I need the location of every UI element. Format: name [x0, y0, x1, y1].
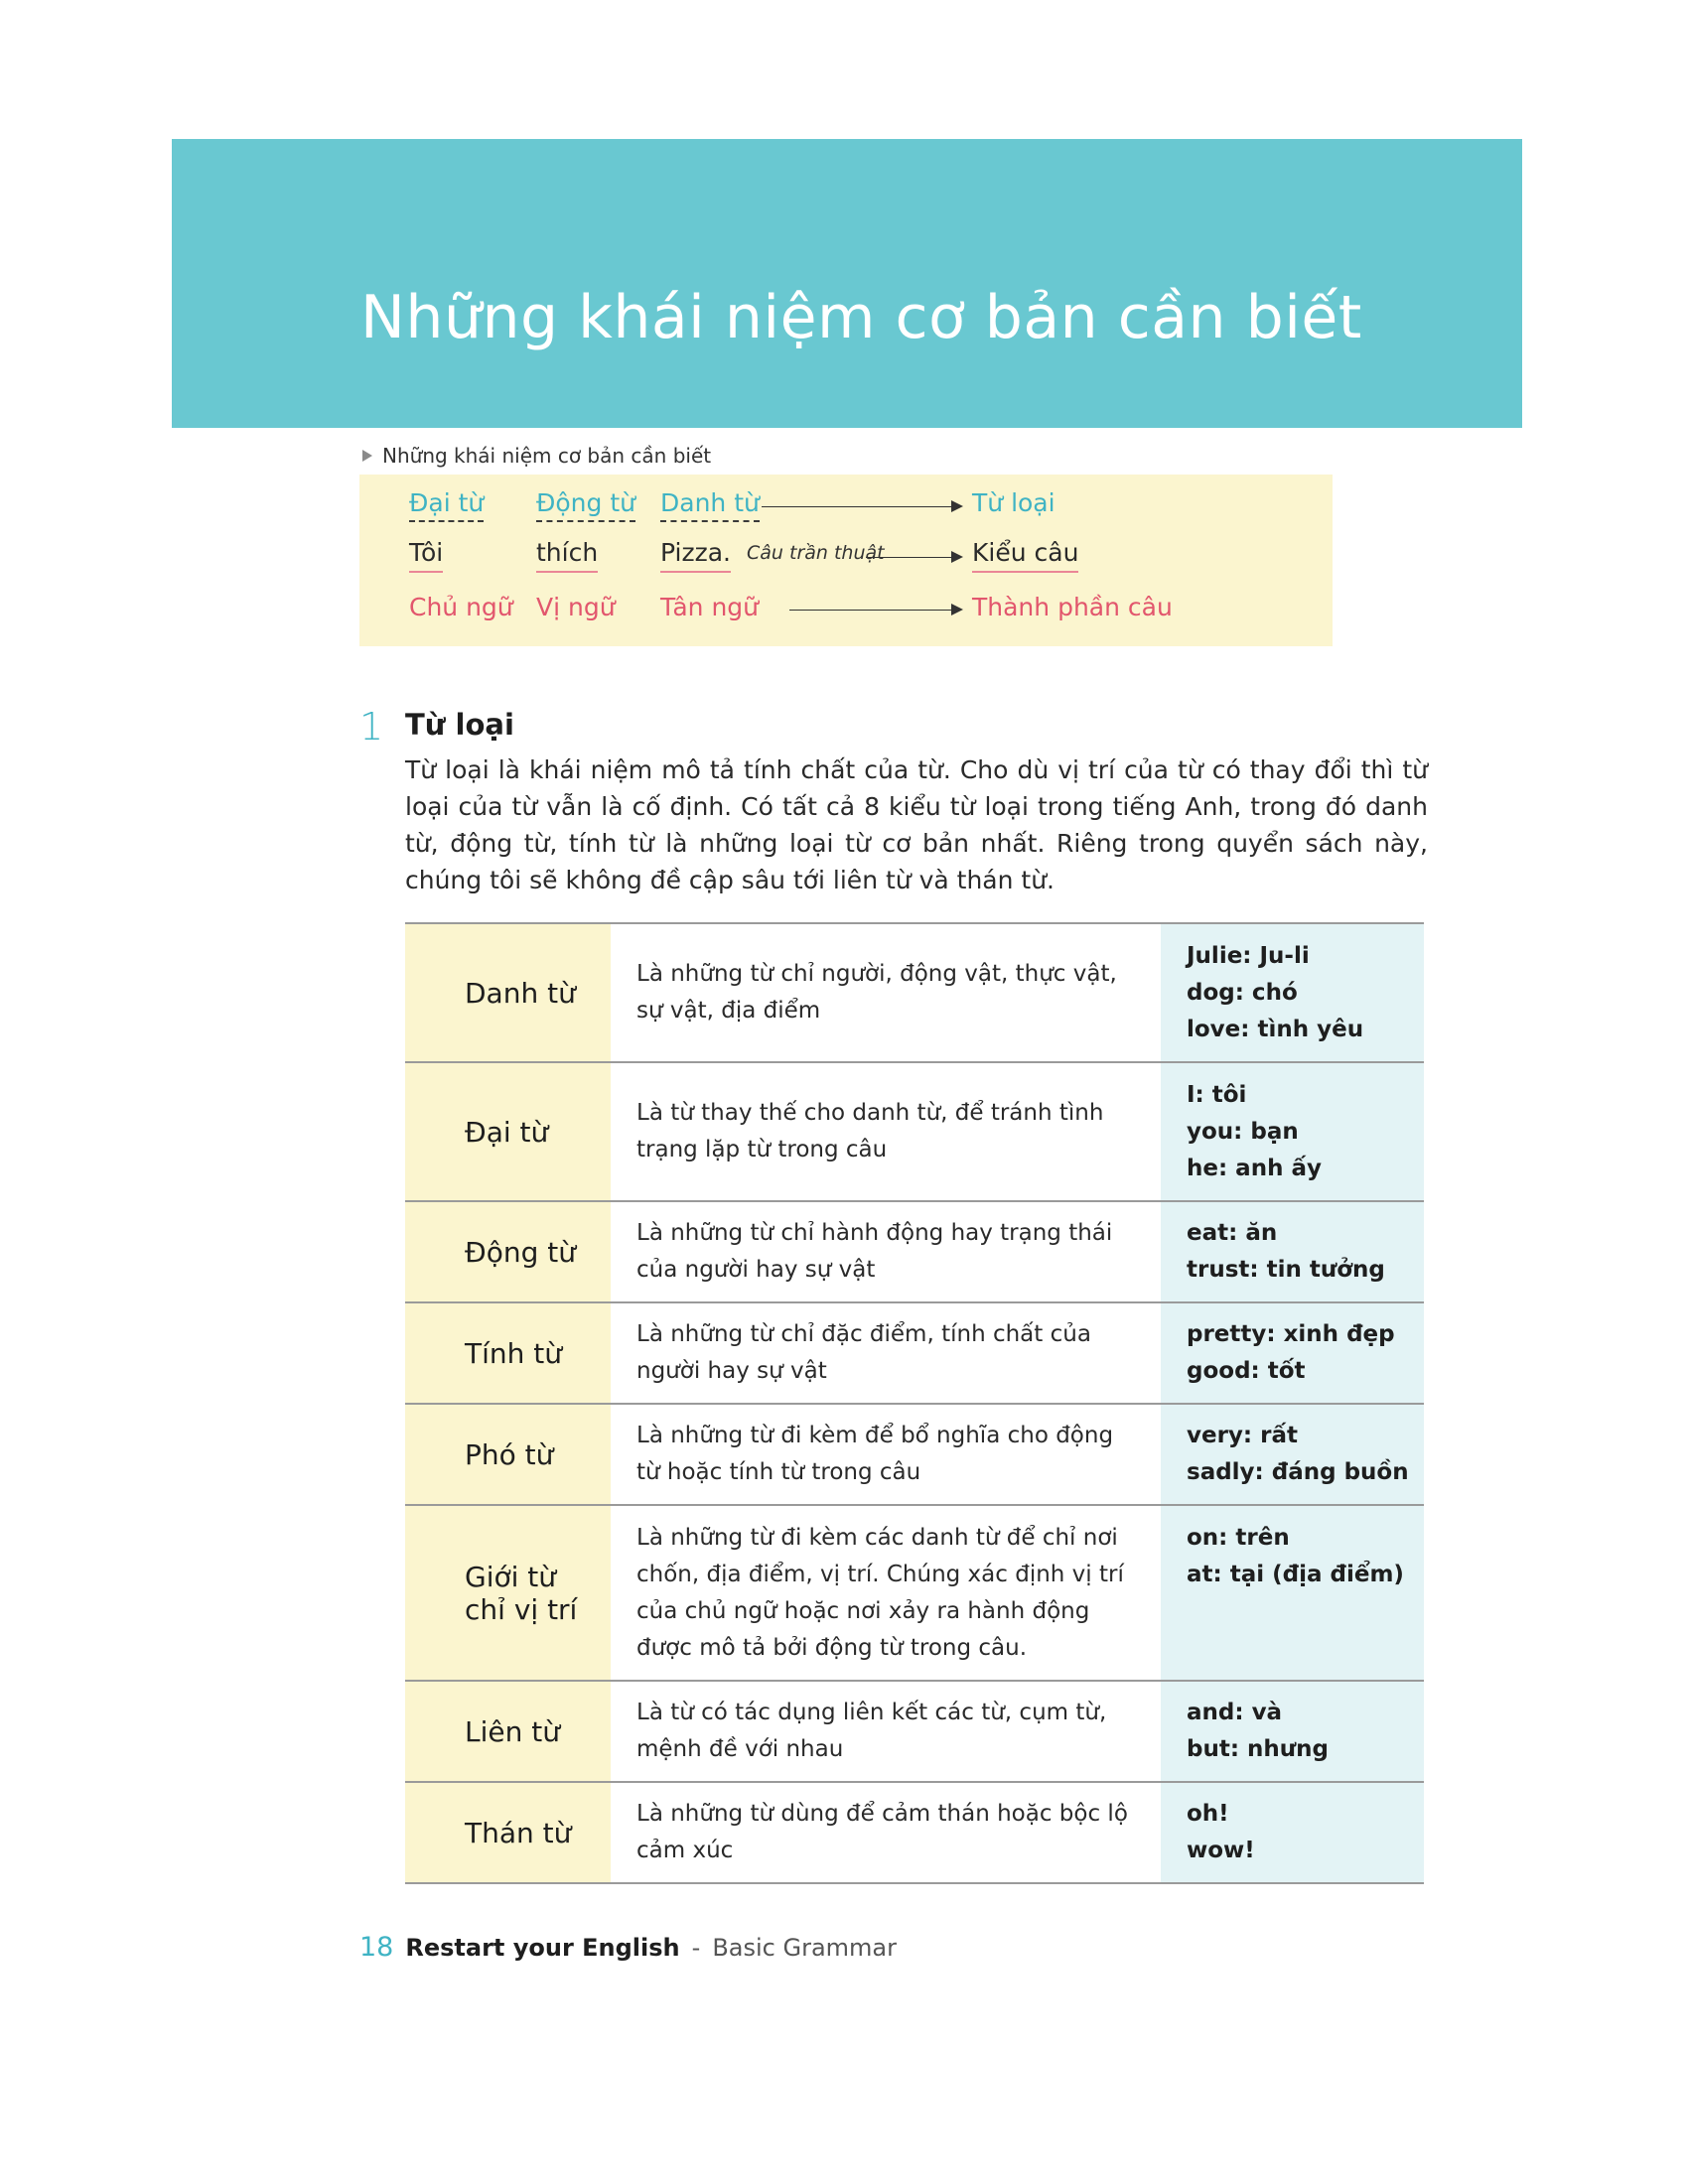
example: you: bạn [1187, 1118, 1299, 1145]
row-description: Là từ thay thế cho danh từ, để tránh tình trạng lặp từ trong câu [611, 1062, 1161, 1201]
footer-separator: - [691, 1934, 701, 1962]
example: good: tốt [1187, 1358, 1306, 1384]
diagram-caption-text: Những khái niệm cơ bản cần biết [382, 444, 712, 468]
row-examples [1161, 1062, 1424, 1201]
row-examples [1161, 923, 1424, 1062]
row-description: Là những từ dùng để cảm thán hoặc bộc lộ cảm xúc [611, 1782, 1161, 1883]
table-row [405, 1782, 1424, 1883]
example: sadly: đáng buồn [1187, 1459, 1409, 1485]
row-description: Là những từ chỉ đặc điểm, tính chất của người hay sự vật [611, 1302, 1161, 1404]
section-paragraph: Từ loại là khái niệm mô tả tính chất của từ. Cho dù vị trí của từ có thay đổi thì từ loại của từ vẫn là cố định. Có tất cả 8 kiểu từ loại trong tiếng Anh, trong đó danh từ, động từ, tính từ là những loại từ cơ bản nhất. Riêng trong quyển sách này, chúng tôi sẽ không đề cập sâu tới liên từ và thán từ. [405, 755, 1428, 894]
diagram-subject: Chủ ngữ [409, 593, 513, 621]
table-row [405, 1404, 1424, 1505]
example: pretty: xinh đẹp [1187, 1321, 1395, 1347]
page-title: Những khái niệm cơ bản cần biết [360, 283, 1362, 352]
row-name: Tính từ [405, 1302, 611, 1404]
example: I: tôi [1187, 1081, 1247, 1108]
row-examples [1161, 1505, 1424, 1681]
diagram-predicate: Vị ngữ [536, 593, 616, 621]
diagram-verb: Động từ [536, 488, 635, 522]
example: on: trên [1187, 1525, 1290, 1551]
row-examples [1161, 1404, 1424, 1505]
diagram-caption [362, 444, 711, 468]
row-examples [1161, 1681, 1424, 1782]
diagram-target-sentence-parts: Thành phần câu [972, 593, 1173, 621]
triangle-bullet-icon [362, 450, 372, 462]
table-row [405, 1302, 1424, 1404]
book-title: Restart your English [405, 1934, 680, 1962]
arrow-icon [762, 506, 960, 507]
diagram-word-i: Tôi [409, 538, 443, 573]
word-class-table [405, 922, 1424, 1884]
section-number: 1 [359, 705, 384, 749]
diagram-object: Tân ngữ [660, 593, 760, 621]
table-row [405, 1062, 1424, 1201]
diagram-word-pizza: Pizza. [660, 538, 731, 573]
table-row [405, 1505, 1424, 1681]
example: at: tại (địa điểm) [1187, 1562, 1404, 1587]
row-description: Là những từ đi kèm để bổ nghĩa cho động từ hoặc tính từ trong câu [611, 1404, 1161, 1505]
example: oh! [1187, 1801, 1229, 1827]
row-name: Thán từ [405, 1782, 611, 1883]
diagram-target-word-class: Từ loại [972, 488, 1055, 517]
concept-diagram [359, 475, 1333, 646]
example: he: anh ấy [1187, 1155, 1322, 1181]
table-row [405, 923, 1424, 1062]
section-title: Từ loại [405, 708, 514, 742]
example: Julie: Ju-li [1187, 942, 1310, 969]
page-number: 18 [359, 1932, 394, 1963]
row-description: Là những từ chỉ hành động hay trạng thái của người hay sự vật [611, 1201, 1161, 1302]
example: very: rất [1187, 1423, 1298, 1448]
diagram-target-sentence-type: Kiểu câu [972, 538, 1078, 573]
row-description: Là từ có tác dụng liên kết các từ, cụm từ, mệnh đề với nhau [611, 1681, 1161, 1782]
row-name: Động từ [405, 1201, 611, 1302]
row-description: Là những từ đi kèm các danh từ để chỉ nơi chốn, địa điểm, vị trí. Chúng xác định vị trí của chủ ngữ hoặc nơi xảy ra hành động được mô tả bởi động từ trong câu. [611, 1505, 1161, 1681]
row-description: Là những từ chỉ người, động vật, thực vật, sự vật, địa điểm [611, 923, 1161, 1062]
example: and: và [1187, 1700, 1283, 1725]
header-band [172, 139, 1522, 428]
arrow-icon [789, 610, 960, 611]
row-name: Phó từ [405, 1404, 611, 1505]
example: wow! [1187, 1838, 1255, 1863]
row-examples [1161, 1201, 1424, 1302]
example: eat: ăn [1187, 1220, 1278, 1246]
table-row [405, 1201, 1424, 1302]
arrow-icon [866, 557, 960, 558]
row-examples [1161, 1782, 1424, 1883]
book-subtitle: Basic Grammar [712, 1934, 897, 1962]
row-name: Giới từ chỉ vị trí [405, 1505, 611, 1681]
row-name: Liên từ [405, 1681, 611, 1782]
row-name: Đại từ [405, 1062, 611, 1201]
example: trust: tin tưởng [1187, 1257, 1385, 1283]
example: love: tình yêu [1187, 1016, 1364, 1042]
row-name: Danh từ [405, 923, 611, 1062]
example: dog: chó [1187, 979, 1298, 1006]
diagram-word-like: thích [536, 538, 598, 573]
diagram-noun: Danh từ [660, 488, 760, 522]
example: but: nhưng [1187, 1736, 1329, 1762]
page-footer [359, 1932, 897, 1963]
diagram-sentence-note: Câu trần thuật [747, 542, 885, 564]
table-row [405, 1681, 1424, 1782]
row-examples [1161, 1302, 1424, 1404]
diagram-pronoun: Đại từ [409, 488, 484, 522]
